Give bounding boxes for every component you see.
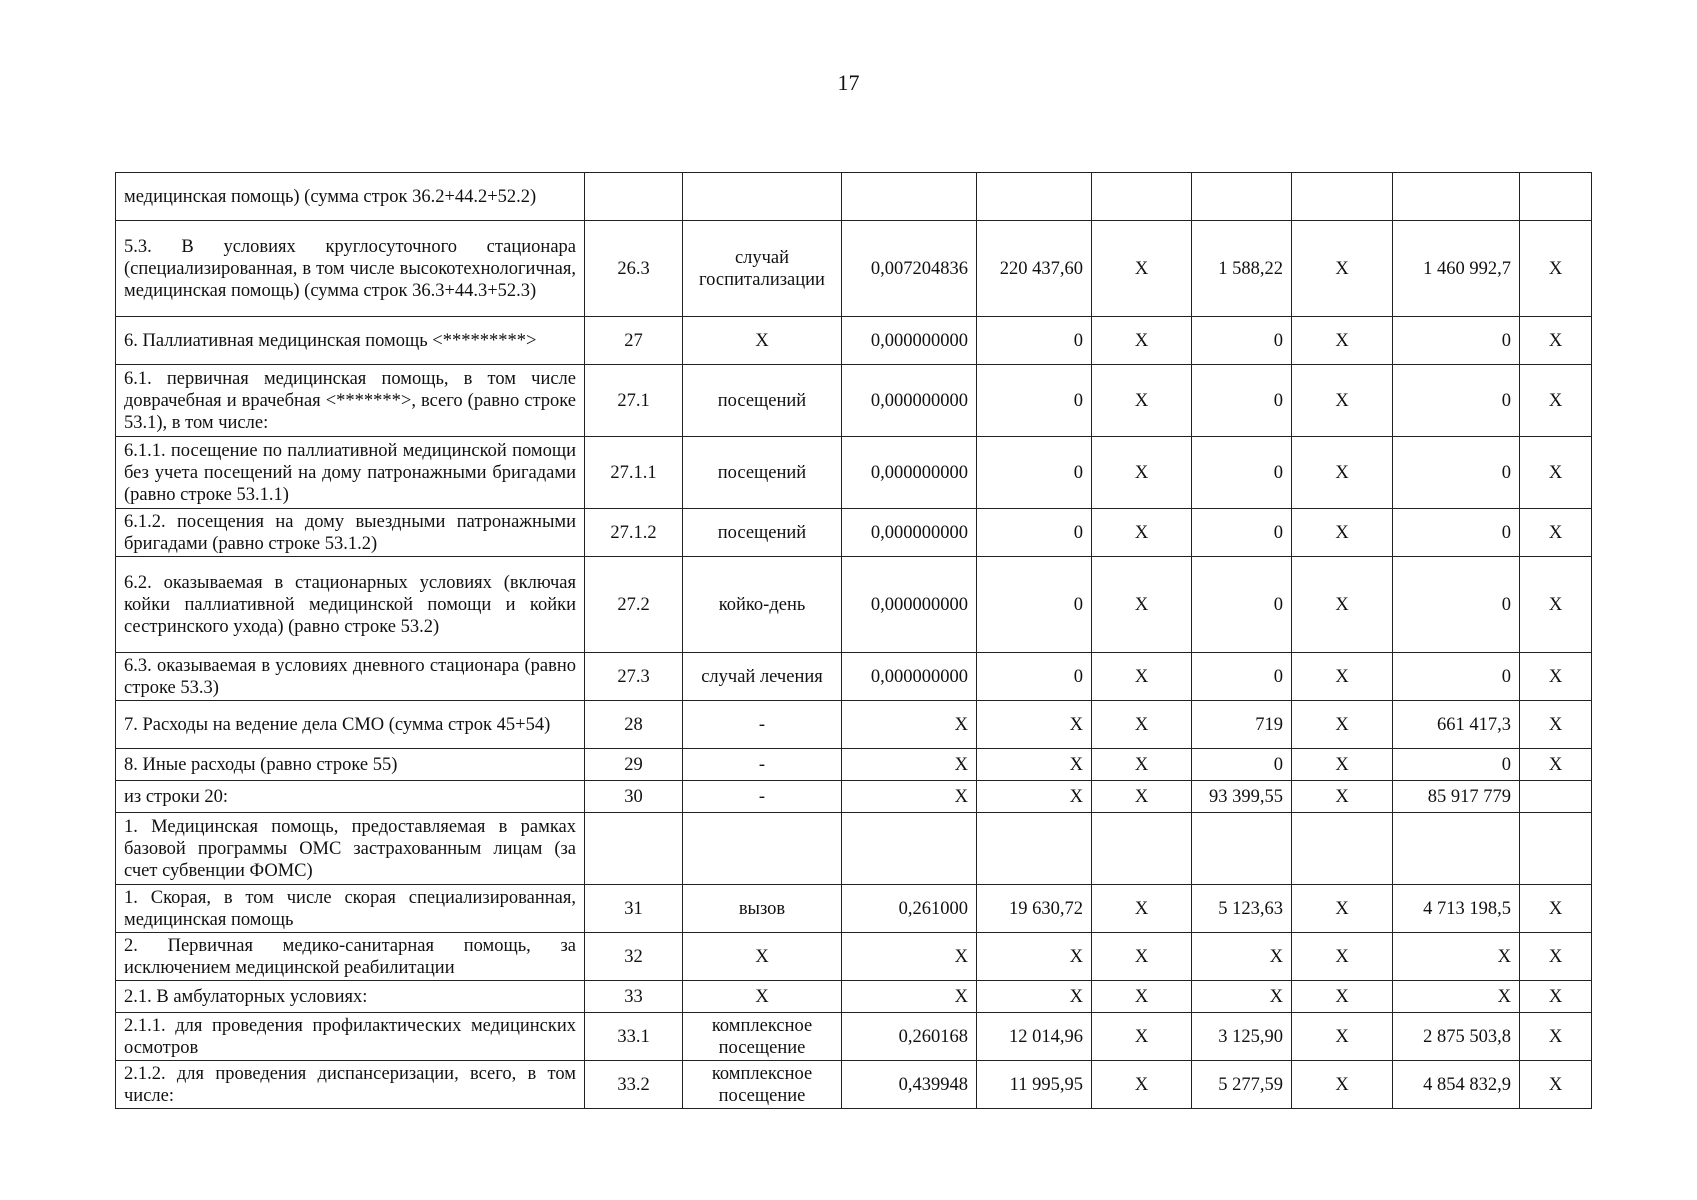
- col-7-cell: X: [1292, 781, 1393, 813]
- col-7-cell: X: [1292, 701, 1393, 749]
- col-9-cell: X: [1520, 509, 1592, 557]
- per-capita-norm-cell: 0: [1192, 557, 1292, 653]
- cost-per-unit-cell: 220 437,60: [977, 221, 1092, 317]
- row-name-cell: медицинская помощь) (сумма строк 36.2+44.2+52.2): [116, 173, 585, 221]
- total-cost-cell: 0: [1393, 557, 1520, 653]
- cost-per-unit-cell: 19 630,72: [977, 885, 1092, 933]
- table-row: [116, 1013, 1592, 1061]
- per-capita-norm-cell: X: [1192, 981, 1292, 1013]
- row-code-cell: [585, 813, 683, 885]
- row-code-cell: 27.1.2: [585, 509, 683, 557]
- row-name-cell: 6.1.1. посещение по паллиативной медицинской помощи без учета посещений на дому патронажными бригадами (равно строке 53.1.1): [116, 437, 585, 509]
- total-cost-cell: 85 917 779: [1393, 781, 1520, 813]
- unit-cell: комплексное посещение: [683, 1013, 842, 1061]
- row-name-cell: 6.2. оказываемая в стационарных условиях (включая койки паллиативной медицинской помощи и койки сестринского ухода) (равно строке 53.2): [116, 557, 585, 653]
- col-5-cell: X: [1092, 557, 1192, 653]
- col-7-cell: X: [1292, 557, 1393, 653]
- col-9-cell: [1520, 173, 1592, 221]
- col-7-cell: X: [1292, 1061, 1393, 1109]
- col-9-cell: X: [1520, 981, 1592, 1013]
- per-capita-norm-cell: 5 277,59: [1192, 1061, 1292, 1109]
- volume-per-capita-cell: 0,000000000: [842, 317, 977, 365]
- row-name-cell: 7. Расходы на ведение дела СМО (сумма строк 45+54): [116, 701, 585, 749]
- row-name-cell: 2. Первичная медико-санитарная помощь, за исключением медицинской реабилитации: [116, 933, 585, 981]
- col-7-cell: X: [1292, 981, 1393, 1013]
- cost-per-unit-cell: 0: [977, 509, 1092, 557]
- total-cost-cell: X: [1393, 933, 1520, 981]
- volume-per-capita-cell: 0,439948: [842, 1061, 977, 1109]
- cost-per-unit-cell: X: [977, 933, 1092, 981]
- table-row: [116, 813, 1592, 885]
- page-number: 17: [837, 70, 860, 95]
- col-5-cell: X: [1092, 701, 1192, 749]
- table-row: [116, 317, 1592, 365]
- unit-cell: [683, 813, 842, 885]
- total-cost-cell: 0: [1393, 509, 1520, 557]
- row-code-cell: 28: [585, 701, 683, 749]
- col-9-cell: X: [1520, 1013, 1592, 1061]
- per-capita-norm-cell: 0: [1192, 365, 1292, 437]
- table-row: [116, 557, 1592, 653]
- row-name-cell: 6.1. первичная медицинская помощь, в том числе доврачебная и врачебная <*******>, всего (равно строке 53.1), в том числе:: [116, 365, 585, 437]
- unit-cell: X: [683, 317, 842, 365]
- table-row: [116, 173, 1592, 221]
- per-capita-norm-cell: 93 399,55: [1192, 781, 1292, 813]
- per-capita-norm-cell: 0: [1192, 437, 1292, 509]
- cost-per-unit-cell: X: [977, 781, 1092, 813]
- row-code-cell: 27: [585, 317, 683, 365]
- row-code-cell: 31: [585, 885, 683, 933]
- cost-per-unit-cell: 12 014,96: [977, 1013, 1092, 1061]
- total-cost-cell: 4 713 198,5: [1393, 885, 1520, 933]
- table-row: [116, 749, 1592, 781]
- row-name-cell: 8. Иные расходы (равно строке 55): [116, 749, 585, 781]
- col-7-cell: X: [1292, 1013, 1393, 1061]
- total-cost-cell: [1393, 173, 1520, 221]
- col-5-cell: X: [1092, 221, 1192, 317]
- row-name-cell: из строки 20:: [116, 781, 585, 813]
- col-5-cell: X: [1092, 317, 1192, 365]
- col-7-cell: X: [1292, 749, 1393, 781]
- table-row: [116, 933, 1592, 981]
- col-5-cell: X: [1092, 781, 1192, 813]
- table-row: [116, 1061, 1592, 1109]
- table-row: [116, 509, 1592, 557]
- volume-per-capita-cell: X: [842, 933, 977, 981]
- col-7-cell: [1292, 173, 1393, 221]
- col-9-cell: X: [1520, 701, 1592, 749]
- volume-per-capita-cell: 0,007204836: [842, 221, 977, 317]
- cost-per-unit-cell: X: [977, 701, 1092, 749]
- total-cost-cell: 4 854 832,9: [1393, 1061, 1520, 1109]
- row-name-cell: 1. Скорая, в том числе скорая специализированная, медицинская помощь: [116, 885, 585, 933]
- volume-per-capita-cell: X: [842, 981, 977, 1013]
- col-5-cell: X: [1092, 885, 1192, 933]
- row-code-cell: 27.2: [585, 557, 683, 653]
- unit-cell: случай госпитализации: [683, 221, 842, 317]
- per-capita-norm-cell: 5 123,63: [1192, 885, 1292, 933]
- unit-cell: случай лечения: [683, 653, 842, 701]
- per-capita-norm-cell: 0: [1192, 509, 1292, 557]
- per-capita-norm-cell: [1192, 173, 1292, 221]
- cost-per-unit-cell: 0: [977, 365, 1092, 437]
- col-9-cell: X: [1520, 749, 1592, 781]
- cost-per-unit-cell: 11 995,95: [977, 1061, 1092, 1109]
- table-row: [116, 437, 1592, 509]
- program-table: [115, 172, 1592, 1109]
- total-cost-cell: 1 460 992,7: [1393, 221, 1520, 317]
- col-9-cell: X: [1520, 1061, 1592, 1109]
- unit-cell: комплексное посещение: [683, 1061, 842, 1109]
- per-capita-norm-cell: 0: [1192, 749, 1292, 781]
- unit-cell: X: [683, 933, 842, 981]
- table-row: [116, 981, 1592, 1013]
- row-name-cell: 1. Медицинская помощь, предоставляемая в рамках базовой программы ОМС застрахованным лицам (за счет субвенции ФОМС): [116, 813, 585, 885]
- unit-cell: койко-день: [683, 557, 842, 653]
- cost-per-unit-cell: 0: [977, 437, 1092, 509]
- row-code-cell: 33.2: [585, 1061, 683, 1109]
- col-9-cell: X: [1520, 365, 1592, 437]
- col-7-cell: X: [1292, 509, 1393, 557]
- col-7-cell: X: [1292, 365, 1393, 437]
- per-capita-norm-cell: 719: [1192, 701, 1292, 749]
- col-7-cell: X: [1292, 933, 1393, 981]
- col-9-cell: X: [1520, 885, 1592, 933]
- table-row: [116, 365, 1592, 437]
- volume-per-capita-cell: 0,000000000: [842, 653, 977, 701]
- volume-per-capita-cell: 0,000000000: [842, 437, 977, 509]
- table-row: [116, 653, 1592, 701]
- col-5-cell: X: [1092, 749, 1192, 781]
- total-cost-cell: 2 875 503,8: [1393, 1013, 1520, 1061]
- row-code-cell: 33.1: [585, 1013, 683, 1061]
- volume-per-capita-cell: 0,000000000: [842, 557, 977, 653]
- col-7-cell: [1292, 813, 1393, 885]
- row-name-cell: 6.3. оказываемая в условиях дневного стационара (равно строке 53.3): [116, 653, 585, 701]
- col-9-cell: X: [1520, 317, 1592, 365]
- total-cost-cell: 661 417,3: [1393, 701, 1520, 749]
- total-cost-cell: 0: [1393, 653, 1520, 701]
- cost-per-unit-cell: [977, 173, 1092, 221]
- table-row: [116, 885, 1592, 933]
- col-9-cell: [1520, 813, 1592, 885]
- total-cost-cell: 0: [1393, 365, 1520, 437]
- col-5-cell: [1092, 173, 1192, 221]
- col-9-cell: X: [1520, 653, 1592, 701]
- total-cost-cell: 0: [1393, 749, 1520, 781]
- volume-per-capita-cell: 0,260168: [842, 1013, 977, 1061]
- per-capita-norm-cell: 1 588,22: [1192, 221, 1292, 317]
- cost-per-unit-cell: X: [977, 981, 1092, 1013]
- unit-cell: X: [683, 981, 842, 1013]
- total-cost-cell: [1393, 813, 1520, 885]
- row-name-cell: 2.1.1. для проведения профилактических медицинских осмотров: [116, 1013, 585, 1061]
- col-5-cell: X: [1092, 653, 1192, 701]
- unit-cell: -: [683, 781, 842, 813]
- unit-cell: посещений: [683, 365, 842, 437]
- volume-per-capita-cell: X: [842, 781, 977, 813]
- col-9-cell: [1520, 781, 1592, 813]
- per-capita-norm-cell: 0: [1192, 317, 1292, 365]
- volume-per-capita-cell: [842, 173, 977, 221]
- unit-cell: -: [683, 701, 842, 749]
- cost-per-unit-cell: [977, 813, 1092, 885]
- total-cost-cell: X: [1393, 981, 1520, 1013]
- row-name-cell: 2.1. В амбулаторных условиях:: [116, 981, 585, 1013]
- row-code-cell: 30: [585, 781, 683, 813]
- total-cost-cell: 0: [1393, 437, 1520, 509]
- row-code-cell: 27.1.1: [585, 437, 683, 509]
- col-5-cell: X: [1092, 437, 1192, 509]
- table-row: [116, 701, 1592, 749]
- col-5-cell: X: [1092, 365, 1192, 437]
- per-capita-norm-cell: 0: [1192, 653, 1292, 701]
- row-code-cell: 29: [585, 749, 683, 781]
- row-name-cell: 6.1.2. посещения на дому выездными патронажными бригадами (равно строке 53.1.2): [116, 509, 585, 557]
- col-7-cell: X: [1292, 317, 1393, 365]
- unit-cell: посещений: [683, 437, 842, 509]
- total-cost-cell: 0: [1393, 317, 1520, 365]
- col-9-cell: X: [1520, 221, 1592, 317]
- volume-per-capita-cell: X: [842, 701, 977, 749]
- cost-per-unit-cell: 0: [977, 557, 1092, 653]
- col-5-cell: X: [1092, 1013, 1192, 1061]
- volume-per-capita-cell: X: [842, 749, 977, 781]
- col-5-cell: X: [1092, 981, 1192, 1013]
- row-code-cell: [585, 173, 683, 221]
- volume-per-capita-cell: 0,261000: [842, 885, 977, 933]
- volume-per-capita-cell: 0,000000000: [842, 365, 977, 437]
- row-code-cell: 26.3: [585, 221, 683, 317]
- col-5-cell: X: [1092, 933, 1192, 981]
- per-capita-norm-cell: X: [1192, 933, 1292, 981]
- row-name-cell: 6. Паллиативная медицинская помощь <*********>: [116, 317, 585, 365]
- table-row: [116, 781, 1592, 813]
- volume-per-capita-cell: 0,000000000: [842, 509, 977, 557]
- per-capita-norm-cell: 3 125,90: [1192, 1013, 1292, 1061]
- row-code-cell: 32: [585, 933, 683, 981]
- col-7-cell: X: [1292, 437, 1393, 509]
- unit-cell: [683, 173, 842, 221]
- col-5-cell: X: [1092, 509, 1192, 557]
- per-capita-norm-cell: [1192, 813, 1292, 885]
- row-name-cell: 5.3. В условиях круглосуточного стационара (специализированная, в том числе высокотехнологичная, медицинская помощь) (сумма строк 36.3+44.3+52.3): [116, 221, 585, 317]
- col-9-cell: X: [1520, 933, 1592, 981]
- col-7-cell: X: [1292, 885, 1393, 933]
- row-code-cell: 27.1: [585, 365, 683, 437]
- col-5-cell: [1092, 813, 1192, 885]
- cost-per-unit-cell: 0: [977, 653, 1092, 701]
- row-code-cell: 27.3: [585, 653, 683, 701]
- row-code-cell: 33: [585, 981, 683, 1013]
- table-row: [116, 221, 1592, 317]
- cost-per-unit-cell: 0: [977, 317, 1092, 365]
- unit-cell: посещений: [683, 509, 842, 557]
- col-9-cell: X: [1520, 437, 1592, 509]
- unit-cell: вызов: [683, 885, 842, 933]
- col-5-cell: X: [1092, 1061, 1192, 1109]
- unit-cell: -: [683, 749, 842, 781]
- col-9-cell: X: [1520, 557, 1592, 653]
- cost-per-unit-cell: X: [977, 749, 1092, 781]
- col-7-cell: X: [1292, 653, 1393, 701]
- row-name-cell: 2.1.2. для проведения диспансеризации, всего, в том числе:: [116, 1061, 585, 1109]
- col-7-cell: X: [1292, 221, 1393, 317]
- volume-per-capita-cell: [842, 813, 977, 885]
